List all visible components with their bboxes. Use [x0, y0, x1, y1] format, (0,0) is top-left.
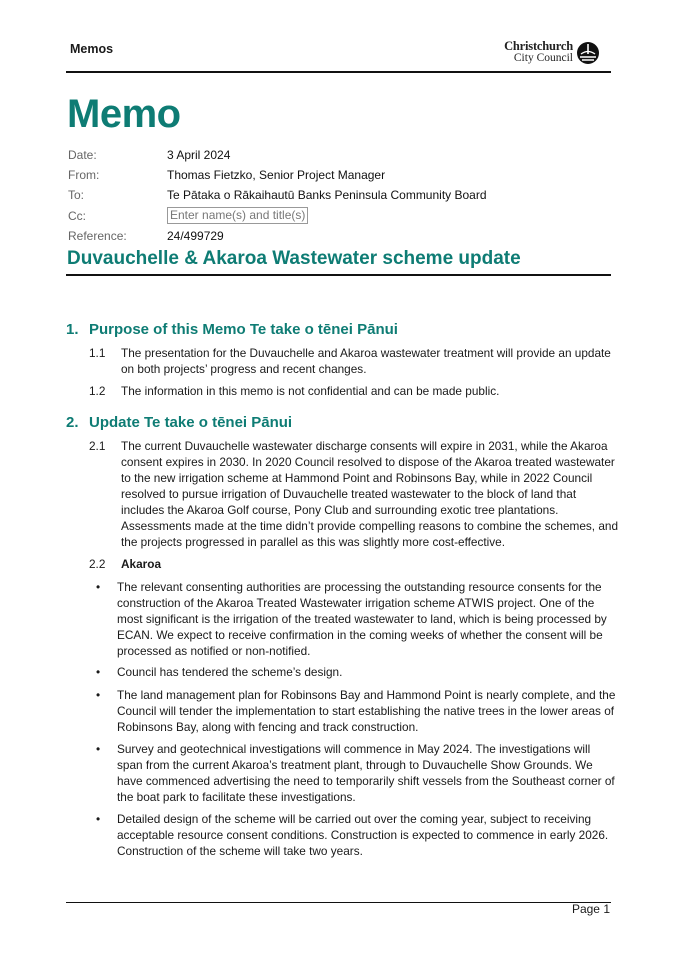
date-value: 3 April 2024 [167, 148, 231, 162]
list-item [96, 687, 619, 735]
list-item-text: Detailed design of the scheme will be carried out over the coming year, subject to receiving acceptable resource consent conditions. Construction is expected to commence in early 2026. Construction of the scheme will take two years. [117, 812, 609, 858]
from-label: From: [68, 168, 100, 182]
date-label: Date: [68, 148, 97, 162]
header-divider [66, 71, 611, 73]
paragraph-number: 1.1 [89, 346, 106, 360]
reference-label: Reference: [68, 229, 127, 243]
header-label: Memos [70, 42, 114, 56]
bullet-icon: • [96, 688, 101, 702]
to-label: To: [68, 188, 85, 202]
list-item-text: Council has tendered the scheme’s design. [117, 665, 343, 679]
footer-divider [66, 902, 611, 903]
cathedral-icon [576, 41, 600, 65]
section-2-title: Update Te take o tēnei Pānui [89, 414, 293, 431]
section-2-heading [66, 414, 292, 431]
list-item-text: The relevant consenting authorities are processing the outstanding resource consents for the construction of the Akaroa Treated Wastewater irrigation scheme ATWIS project. One of the most significant is the irrigation of the treated wastewater to land, which is being processed by ECAN. We expect to receive confirmation in the coming weeks of whether the consent will be processed as notified or non-notified. [117, 580, 607, 658]
paragraph-2-1 [89, 438, 619, 550]
bullet-icon: • [96, 580, 101, 594]
list-item [96, 741, 619, 805]
list-item-text: Survey and geotechnical investigations will commence in May 2024. The investigations will span from the current Akaroa’s treatment plant, through to Duvauchelle Show Grounds. We have commenced advertising the need to temporarily shift vessels from the Southeast corner of the boat park to facilitate these investigations. [117, 742, 615, 804]
section-1-number: 1. [66, 321, 79, 338]
section-1-heading [66, 321, 398, 338]
paragraph-text: The information in this memo is not confidential and can be made public. [121, 384, 500, 398]
list-item [96, 664, 619, 680]
paragraph-1-2 [89, 383, 619, 399]
subsection-heading: Akaroa [121, 557, 161, 571]
paragraph-2-2 [89, 556, 619, 572]
paragraph-number: 2.1 [89, 439, 106, 453]
reference-value: 24/499729 [167, 229, 224, 243]
paragraph-number: 1.2 [89, 384, 106, 398]
list-item-text: The land management plan for Robinsons Bay and Hammond Point is nearly complete, and the Council will tender the implementation to start establishing the native trees in the lower areas of Robinsons Bay, along with fencing and track construction. [117, 688, 616, 734]
logo-line-1: Christchurch [504, 39, 573, 53]
bullet-icon: • [96, 812, 101, 826]
memo-title: Memo [67, 92, 181, 136]
paragraph-1-1 [89, 345, 619, 377]
logo-line-2: City Council [513, 52, 573, 64]
to-value: Te Pātaka o Rākaihautū Banks Peninsula Community Board [167, 188, 487, 202]
memo-subject: Duvauchelle & Akaroa Wastewater scheme update [67, 248, 521, 269]
paragraph-text: The presentation for the Duvauchelle and Akaroa wastewater treatment will provide an update on both projects’ progress and recent changes. [121, 346, 611, 376]
section-1-title: Purpose of this Memo Te take o tēnei Pānui [89, 321, 398, 338]
council-logo [498, 40, 608, 70]
section-2-number: 2. [66, 414, 79, 431]
cc-label: Cc: [68, 209, 86, 223]
from-value: Thomas Fietzko, Senior Project Manager [167, 168, 386, 182]
bullet-icon: • [96, 742, 101, 756]
subject-divider [66, 274, 611, 276]
bullet-icon: • [96, 665, 101, 679]
list-item [96, 579, 619, 659]
paragraph-number: 2.2 [89, 557, 106, 571]
page-number: Page 1 [571, 902, 610, 916]
paragraph-text: The current Duvauchelle wastewater discharge consents will expire in 2031, while the Akaroa consent expires in 2030. In 2020 Council resolved to dispose of the Akaroa treated wastewater to the new irrigation scheme at Hammond Point and Robinsons Bay, while in 2022 Council resolved to pursue irrigation of Duvauchelle treated wastewater to the block of land that includes the Akaroa Golf course, Pony Club and surrounding exotic tree plantations. Assessments made at the time didn’t provide compelling reasons to combine the schemes, and the projects progressed in parallel as this was slightly more cost-effective. [121, 439, 619, 549]
list-item [96, 811, 619, 859]
cc-input[interactable]: Enter name(s) and title(s) [167, 207, 308, 224]
